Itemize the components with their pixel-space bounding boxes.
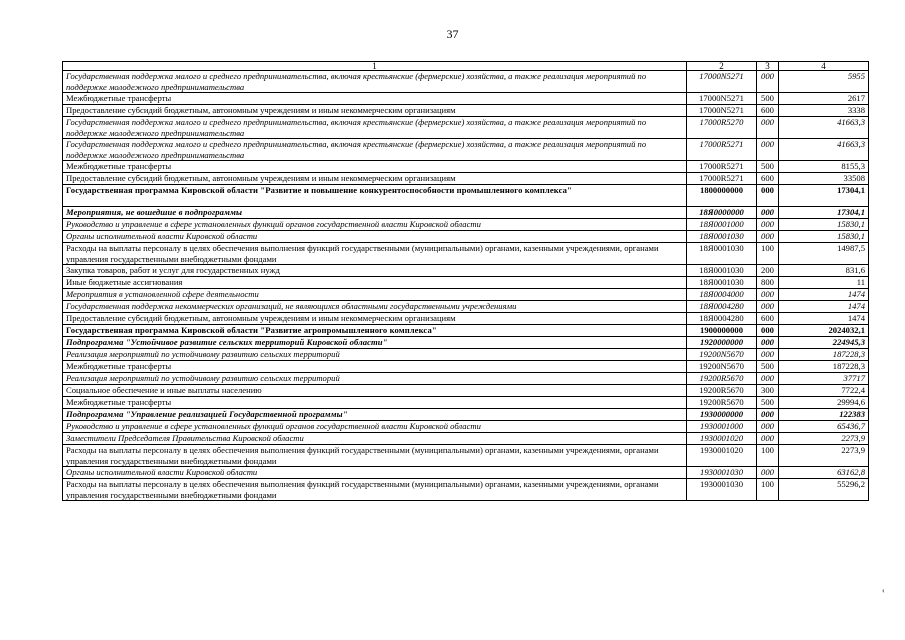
row-name-cell: Государственная поддержка малого и среднего предпринимательства, включая крестьянские (фермерские) хозяйства, а также реализация мероприятий по поддержке молодежного предпринимательства: [63, 71, 687, 93]
table-row: [63, 349, 869, 361]
row-amount-cell: 11: [779, 277, 869, 289]
table-row: [63, 337, 869, 349]
table-row: [63, 409, 869, 421]
column-header: 1: [63, 62, 687, 71]
row-expense-type-cell: 000: [757, 139, 779, 161]
page-number: 37: [446, 27, 459, 41]
row-name-cell: Реализация мероприятий по устойчивому развитию сельских территорий: [63, 373, 687, 385]
table-row: [63, 301, 869, 313]
row-expense-type-cell: 000: [757, 421, 779, 433]
row-amount-cell: 17304,1: [779, 207, 869, 219]
row-amount-cell: 33508: [779, 173, 869, 185]
row-code-cell: 17000R5271: [687, 161, 757, 173]
row-amount-cell: 17304,1: [779, 185, 869, 207]
row-code-cell: 1900000000: [687, 325, 757, 337]
row-name-cell: Государственная поддержка малого и среднего предпринимательства, включая крестьянские (фермерские) хозяйства, а также реализация мероприятий по поддержке молодежного предпринимательства: [63, 139, 687, 161]
table-header-row: [63, 62, 869, 71]
table-row: [63, 117, 869, 139]
column-header: 4: [779, 62, 869, 71]
row-amount-cell: 2617: [779, 93, 869, 105]
row-name-cell: Межбюджетные трансферты: [63, 397, 687, 409]
row-expense-type-cell: 000: [757, 185, 779, 207]
row-code-cell: 17000N5271: [687, 71, 757, 93]
row-name-cell: Предоставление субсидий бюджетным, автономным учреждениям и иным некоммерческим организациям: [63, 173, 687, 185]
table-row: [63, 277, 869, 289]
column-header: 2: [687, 62, 757, 71]
row-amount-cell: 41663,3: [779, 139, 869, 161]
row-expense-type-cell: 800: [757, 277, 779, 289]
row-code-cell: 1920000000: [687, 337, 757, 349]
row-expense-type-cell: 600: [757, 105, 779, 117]
row-name-cell: Предоставление субсидий бюджетным, автономным учреждениям и иным некоммерческим организациям: [63, 313, 687, 325]
row-expense-type-cell: 000: [757, 71, 779, 93]
row-expense-type-cell: 000: [757, 325, 779, 337]
table-row: [63, 479, 869, 501]
row-amount-cell: 3338: [779, 105, 869, 117]
row-expense-type-cell: 000: [757, 349, 779, 361]
row-amount-cell: 63162,8: [779, 467, 869, 479]
row-name-cell: Подпрограмма "Управление реализацией Государственной программы": [63, 409, 687, 421]
row-expense-type-cell: 300: [757, 385, 779, 397]
row-name-cell: Государственная программа Кировской области "Развитие агропромышленного комплекса": [63, 325, 687, 337]
table-row: [63, 231, 869, 243]
table-row: [63, 265, 869, 277]
row-amount-cell: 1474: [779, 301, 869, 313]
row-code-cell: 18Я0001000: [687, 219, 757, 231]
row-name-cell: Социальное обеспечение и иные выплаты населению: [63, 385, 687, 397]
row-code-cell: 19200R5670: [687, 373, 757, 385]
row-code-cell: 17000N5271: [687, 93, 757, 105]
row-amount-cell: 187228,3: [779, 361, 869, 373]
row-name-cell: Закупка товаров, работ и услуг для государственных нужд: [63, 265, 687, 277]
table-row: [63, 207, 869, 219]
row-code-cell: 17000R5271: [687, 139, 757, 161]
table-row: [63, 71, 869, 93]
margin-mark: ‹: [882, 586, 885, 595]
row-amount-cell: 8155,3: [779, 161, 869, 173]
row-code-cell: 1930001020: [687, 445, 757, 467]
row-name-cell: Расходы на выплаты персоналу в целях обеспечения выполнения функций государственными (муниципальными) органами, казенными учреждениями, органами управления государственными внебюджетными фондами: [63, 445, 687, 467]
row-expense-type-cell: 000: [757, 117, 779, 139]
row-expense-type-cell: 500: [757, 361, 779, 373]
row-expense-type-cell: 000: [757, 337, 779, 349]
row-expense-type-cell: 000: [757, 207, 779, 219]
row-name-cell: Подпрограмма "Устойчивое развитие сельских территорий Кировской области": [63, 337, 687, 349]
row-name-cell: Государственная программа Кировской области "Развитие и повышение конкурентоспособности промышленного комплекса": [63, 185, 687, 207]
table-row: [63, 219, 869, 231]
row-expense-type-cell: 100: [757, 445, 779, 467]
row-code-cell: 1800000000: [687, 185, 757, 207]
row-name-cell: Мероприятия в установленной сфере деятельности: [63, 289, 687, 301]
row-expense-type-cell: 000: [757, 467, 779, 479]
row-name-cell: Межбюджетные трансферты: [63, 161, 687, 173]
row-name-cell: Мероприятия, не вошедшие в подпрограммы: [63, 207, 687, 219]
row-code-cell: 19200N5670: [687, 349, 757, 361]
row-amount-cell: 1474: [779, 313, 869, 325]
table-row: [63, 289, 869, 301]
row-name-cell: Руководство и управление в сфере установленных функций органов государственной власти Кировской области: [63, 219, 687, 231]
row-expense-type-cell: 100: [757, 243, 779, 265]
table-row: [63, 105, 869, 117]
row-name-cell: Расходы на выплаты персоналу в целях обеспечения выполнения функций государственными (муниципальными) органами, казенными учреждениями, органами управления государственными внебюджетными фондами: [63, 243, 687, 265]
row-code-cell: 18Я0004280: [687, 301, 757, 313]
row-amount-cell: 15830,1: [779, 231, 869, 243]
row-code-cell: 18Я0004280: [687, 313, 757, 325]
table-row: [63, 139, 869, 161]
row-name-cell: Руководство и управление в сфере установленных функций органов государственной власти Кировской области: [63, 421, 687, 433]
row-amount-cell: 55296,2: [779, 479, 869, 501]
row-expense-type-cell: 000: [757, 433, 779, 445]
row-code-cell: 17000R5270: [687, 117, 757, 139]
row-name-cell: Расходы на выплаты персоналу в целях обеспечения выполнения функций государственными (муниципальными) органами, казенными учреждениями, органами управления государственными внебюджетными фондами: [63, 479, 687, 501]
row-code-cell: 19200R5670: [687, 397, 757, 409]
row-expense-type-cell: 000: [757, 219, 779, 231]
table-row: [63, 361, 869, 373]
row-expense-type-cell: 000: [757, 373, 779, 385]
row-name-cell: Заместители Председателя Правительства Кировской области: [63, 433, 687, 445]
row-code-cell: 18Я0001030: [687, 277, 757, 289]
row-amount-cell: 1474: [779, 289, 869, 301]
column-header: 3: [757, 62, 779, 71]
row-code-cell: 1930001000: [687, 421, 757, 433]
row-code-cell: 19200N5670: [687, 361, 757, 373]
row-expense-type-cell: 000: [757, 289, 779, 301]
table-row: [63, 161, 869, 173]
row-code-cell: 18Я0001030: [687, 231, 757, 243]
row-amount-cell: 122383: [779, 409, 869, 421]
row-name-cell: Предоставление субсидий бюджетным, автономным учреждениям и иным некоммерческим организациям: [63, 105, 687, 117]
row-amount-cell: 41663,3: [779, 117, 869, 139]
table-row: [63, 433, 869, 445]
table-row: [63, 373, 869, 385]
row-name-cell: Реализация мероприятий по устойчивому развитию сельских территорий: [63, 349, 687, 361]
row-code-cell: 1930000000: [687, 409, 757, 421]
row-code-cell: 18Я0004000: [687, 289, 757, 301]
row-amount-cell: 15830,1: [779, 219, 869, 231]
row-amount-cell: 5955: [779, 71, 869, 93]
row-expense-type-cell: 500: [757, 161, 779, 173]
row-amount-cell: 187228,3: [779, 349, 869, 361]
row-amount-cell: 7722,4: [779, 385, 869, 397]
row-amount-cell: 14987,5: [779, 243, 869, 265]
table-row: [63, 173, 869, 185]
row-name-cell: Органы исполнительной власти Кировской области: [63, 467, 687, 479]
table-row: [63, 313, 869, 325]
row-expense-type-cell: 000: [757, 409, 779, 421]
row-name-cell: Органы исполнительной власти Кировской области: [63, 231, 687, 243]
row-name-cell: Иные бюджетные ассигнования: [63, 277, 687, 289]
budget-table: [62, 61, 869, 501]
row-code-cell: 1930001030: [687, 467, 757, 479]
row-expense-type-cell: 500: [757, 397, 779, 409]
row-expense-type-cell: 000: [757, 301, 779, 313]
table-row: [63, 385, 869, 397]
table-row: [63, 185, 869, 207]
row-code-cell: 18Я0001030: [687, 265, 757, 277]
row-code-cell: 17000N5271: [687, 105, 757, 117]
row-amount-cell: 65436,7: [779, 421, 869, 433]
table-row: [63, 467, 869, 479]
row-amount-cell: 224945,3: [779, 337, 869, 349]
row-expense-type-cell: 000: [757, 231, 779, 243]
row-amount-cell: 831,6: [779, 265, 869, 277]
table-row: [63, 243, 869, 265]
row-amount-cell: 2273,9: [779, 445, 869, 467]
row-amount-cell: 2273,9: [779, 433, 869, 445]
row-code-cell: 18Я0000000: [687, 207, 757, 219]
row-code-cell: 1930001030: [687, 479, 757, 501]
row-code-cell: 1930001020: [687, 433, 757, 445]
row-name-cell: Государственная поддержка малого и среднего предпринимательства, включая крестьянские (фермерские) хозяйства, а также реализация мероприятий по поддержке молодежного предпринимательства: [63, 117, 687, 139]
row-amount-cell: 29994,6: [779, 397, 869, 409]
row-code-cell: 18Я0001030: [687, 243, 757, 265]
row-amount-cell: 37717: [779, 373, 869, 385]
table-row: [63, 397, 869, 409]
row-name-cell: Межбюджетные трансферты: [63, 93, 687, 105]
row-expense-type-cell: 500: [757, 93, 779, 105]
table-row: [63, 445, 869, 467]
row-expense-type-cell: 600: [757, 313, 779, 325]
row-amount-cell: 2024032,1: [779, 325, 869, 337]
row-expense-type-cell: 600: [757, 173, 779, 185]
table-row: [63, 325, 869, 337]
table-row: [63, 421, 869, 433]
row-name-cell: Государственная поддержка некоммерческих организаций, не являющихся областными государственными учреждениями: [63, 301, 687, 313]
row-name-cell: Межбюджетные трансферты: [63, 361, 687, 373]
table-row: [63, 93, 869, 105]
row-code-cell: 19200R5670: [687, 385, 757, 397]
row-expense-type-cell: 100: [757, 479, 779, 501]
row-expense-type-cell: 200: [757, 265, 779, 277]
row-code-cell: 17000R5271: [687, 173, 757, 185]
